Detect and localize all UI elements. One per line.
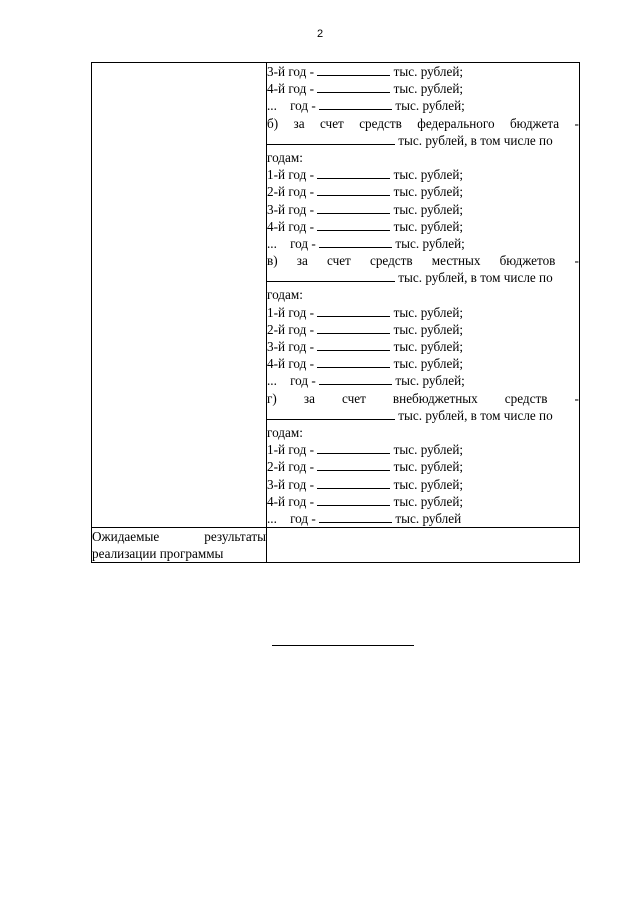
funding-year-line (267, 63, 579, 80)
year-label: 2-й год - (267, 321, 315, 337)
year-label: 2-й год - (267, 459, 315, 475)
title-word: местных (431, 253, 481, 269)
funding-year-line (267, 493, 579, 510)
amount-blank (319, 372, 392, 385)
year-label: 3-й год - (267, 64, 315, 79)
title-word: - (574, 253, 579, 269)
funding-year-line (267, 355, 579, 372)
amount-blank (317, 441, 390, 454)
funding-year-line (267, 97, 579, 114)
funding-lines (267, 63, 579, 527)
title-word: б) (267, 115, 279, 131)
unit-label: тыс. рублей; (393, 304, 464, 320)
funding-year-line (267, 372, 579, 389)
total-suffix: тыс. рублей, в том числе по (398, 407, 553, 423)
unit-label: тыс. рублей; (393, 218, 464, 234)
signature-line (272, 645, 414, 646)
unit-label: тыс. рублей; (393, 184, 464, 200)
unit-label: тыс. рублей; (393, 167, 464, 183)
title-word: за (303, 390, 315, 406)
by-years-label: годам: (267, 149, 303, 165)
unit-label: тыс. рублей; (393, 476, 464, 492)
results-label-line2: реализации программы (92, 546, 224, 562)
title-word: в) (267, 253, 278, 269)
year-label: 4-й год - (267, 81, 315, 97)
by-years-label: годам: (267, 424, 303, 440)
results-value-cell (267, 528, 580, 563)
year-label: 3-й год - (267, 339, 315, 354)
title-word: средств (369, 253, 413, 269)
by-years-label: годам: (267, 287, 303, 303)
title-word: г) (267, 390, 277, 406)
year-label: 4-й год - (267, 356, 315, 372)
unit-label: тыс. рублей; (393, 442, 464, 458)
unit-label: тыс. рублей; (393, 64, 464, 79)
amount-blank (319, 510, 392, 523)
funding-source-title (267, 115, 579, 132)
amount-blank (319, 97, 392, 110)
amount-blank (317, 80, 390, 93)
results-word: результаты (204, 529, 266, 545)
unit-label: тыс. рублей; (393, 339, 464, 354)
funding-year-line (267, 321, 579, 338)
results-word: Ожидаемые (92, 529, 160, 545)
year-label: ... год - (267, 98, 316, 114)
year-label: 1-й год - (267, 304, 315, 320)
amount-blank (317, 201, 390, 214)
funding-source-total (267, 269, 579, 286)
amount-blank (317, 183, 390, 196)
amount-blank (317, 493, 390, 506)
funding-year-line (267, 80, 579, 97)
unit-label: тыс. рублей; (393, 356, 464, 372)
results-row (92, 528, 580, 563)
year-label: 1-й год - (267, 167, 315, 183)
unit-label: тыс. рублей; (393, 321, 464, 337)
unit-label: тыс. рублей; (395, 235, 465, 251)
title-word: федерального (417, 115, 495, 131)
title-word: средств (359, 115, 402, 131)
title-word: счет (319, 115, 344, 131)
year-label: ... год - (267, 235, 316, 251)
funding-year-line (267, 338, 579, 355)
page-number: 2 (316, 28, 324, 40)
year-label: 1-й год - (267, 442, 315, 458)
funding-year-line (267, 166, 579, 183)
funding-source-title (267, 252, 579, 269)
year-label: 3-й год - (267, 201, 315, 217)
amount-blank (317, 321, 390, 334)
amount-blank (317, 338, 390, 351)
year-label: 4-й год - (267, 493, 315, 509)
total-suffix: тыс. рублей, в том числе по (398, 132, 553, 148)
funding-year-line (267, 510, 579, 527)
title-word: внебюджетных (392, 390, 478, 406)
unit-label: тыс. рублей (395, 510, 462, 526)
funding-source-title (267, 390, 579, 407)
unit-label: тыс. рублей; (393, 201, 464, 217)
year-label: 4-й год - (267, 218, 315, 234)
title-word: бюджета (509, 115, 560, 131)
amount-blank (317, 304, 390, 317)
results-label-line1 (92, 528, 266, 545)
funding-source-total (267, 132, 579, 149)
unit-label: тыс. рублей; (393, 81, 464, 97)
total-blank (267, 269, 395, 282)
title-word: за (296, 253, 308, 269)
funding-year-line (267, 304, 579, 321)
funding-year-line (267, 458, 579, 475)
results-label-cell (92, 528, 267, 563)
title-word: счет (342, 390, 366, 406)
funding-year-line (267, 476, 579, 493)
funding-source-total (267, 407, 579, 424)
funding-year-line (267, 183, 579, 200)
unit-label: тыс. рублей; (395, 373, 465, 389)
funding-year-line (267, 201, 579, 218)
funding-year-line (267, 235, 579, 252)
funding-content-cell (267, 63, 580, 528)
total-blank (267, 132, 395, 145)
amount-blank (319, 235, 392, 248)
year-label: 2-й год - (267, 184, 315, 200)
title-word: средств (504, 390, 548, 406)
unit-label: тыс. рублей; (393, 493, 464, 509)
amount-blank (317, 355, 390, 368)
total-blank (267, 407, 395, 420)
unit-label: тыс. рублей; (395, 98, 465, 114)
amount-blank (317, 63, 390, 76)
amount-blank (317, 218, 390, 231)
title-word: - (574, 390, 579, 406)
funding-year-line (267, 441, 579, 458)
funding-row (92, 63, 580, 528)
title-word: бюджетов (499, 253, 556, 269)
amount-blank (317, 166, 390, 179)
amount-blank (317, 476, 390, 489)
funding-label-cell (92, 63, 267, 528)
year-label: ... год - (267, 510, 316, 526)
year-label: 3-й год - (267, 476, 315, 492)
unit-label: тыс. рублей; (393, 459, 464, 475)
year-label: ... год - (267, 373, 316, 389)
title-word: за (293, 115, 305, 131)
title-word: счет (326, 253, 351, 269)
amount-blank (317, 458, 390, 471)
funding-year-line (267, 218, 579, 235)
program-passport-table (91, 62, 580, 563)
total-suffix: тыс. рублей, в том числе по (398, 270, 553, 286)
title-word: - (574, 115, 579, 131)
